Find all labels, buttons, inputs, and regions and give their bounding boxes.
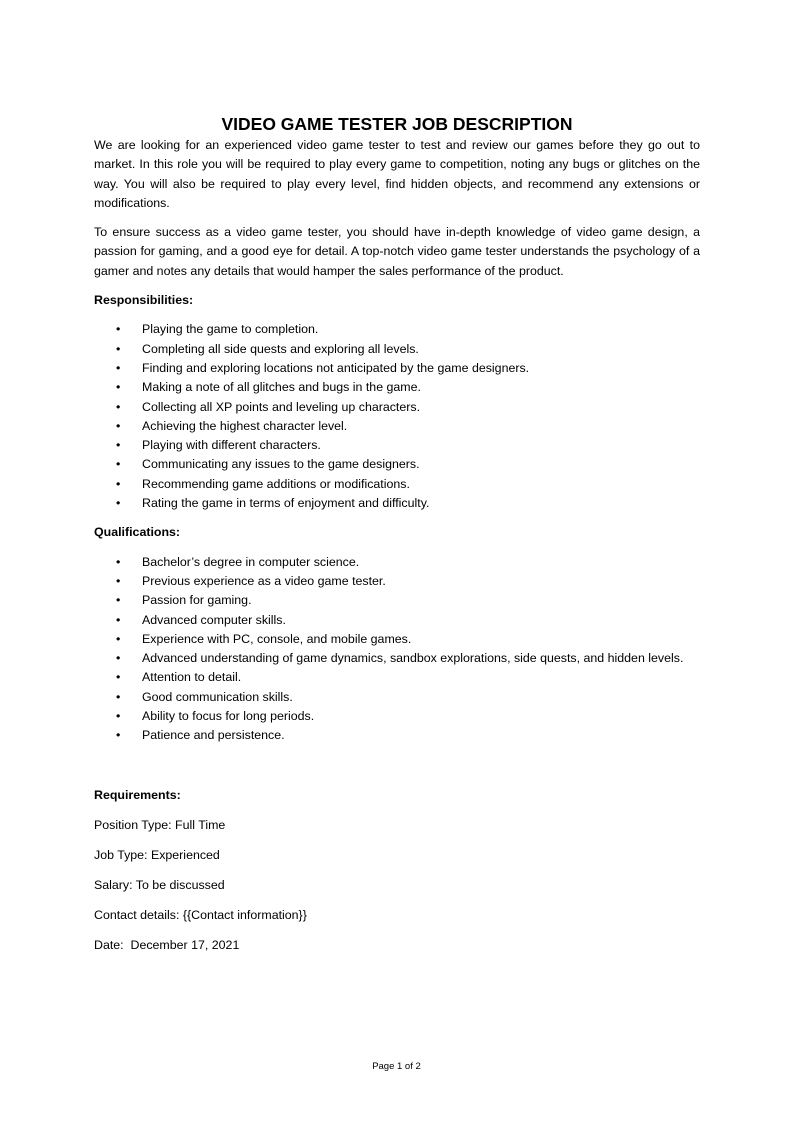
- bullet-icon: •: [116, 709, 121, 724]
- list-item-text: Good communication skills.: [142, 689, 293, 704]
- bullet-icon: •: [116, 322, 121, 337]
- bullet-icon: •: [116, 554, 121, 569]
- bullet-icon: •: [116, 689, 121, 704]
- bullet-icon: •: [116, 438, 121, 453]
- list-item: [94, 630, 700, 649]
- bullet-icon: •: [116, 612, 121, 627]
- list-item-text: Previous experience as a video game tester.: [142, 573, 386, 588]
- list-item: [94, 378, 700, 397]
- qualifications-list: [94, 553, 700, 746]
- bullet-icon: •: [116, 631, 121, 646]
- intro-paragraph-1: We are looking for an experienced video game tester to test and review our games before they go out to market. In this role you will be required to play every game to competition, noting any bugs or glitches on the way. You will also be required to play every level, find hidden objects, and recommend any extensions or modifications.: [94, 138, 700, 210]
- contact-details: Contact details: {{Contact information}}: [94, 907, 307, 922]
- list-item: [94, 726, 700, 745]
- bullet-icon: •: [116, 496, 121, 511]
- list-item: [94, 398, 700, 417]
- date: Date: December 17, 2021: [94, 937, 240, 952]
- responsibilities-heading: Responsibilities:: [94, 293, 194, 308]
- list-item: [94, 611, 700, 630]
- bullet-icon: •: [116, 418, 121, 433]
- list-item: [94, 436, 700, 455]
- responsibilities-list: [94, 320, 700, 513]
- list-item-text: Ability to focus for long periods.: [142, 709, 315, 724]
- bullet-icon: •: [116, 651, 121, 666]
- page-number: Page 1 of 2: [372, 1061, 421, 1072]
- list-item-text: Advanced computer skills.: [142, 612, 286, 627]
- list-item: [94, 553, 700, 572]
- list-item-text: Achieving the highest character level.: [142, 418, 348, 433]
- document-title: VIDEO GAME TESTER JOB DESCRIPTION: [221, 114, 573, 134]
- list-item-text: Finding and exploring locations not anticipated by the game designers.: [142, 360, 530, 375]
- intro-paragraph-2: To ensure success as a video game tester, you should have in-depth knowledge of video game design, a passion for gaming, and a good eye for detail. A top-notch video game tester understands the psychology of a gamer and notes any details that would hamper the sales performance of the product.: [94, 225, 700, 278]
- position-type: Position Type: Full Time: [94, 817, 226, 832]
- bullet-icon: •: [116, 670, 121, 685]
- bullet-icon: •: [116, 380, 121, 395]
- list-item: [94, 649, 700, 668]
- bullet-icon: •: [116, 593, 121, 608]
- list-item-text: Communicating any issues to the game designers.: [142, 457, 420, 472]
- list-item: [94, 688, 700, 707]
- qualifications-heading: Qualifications:: [94, 525, 181, 540]
- list-item-text: Playing the game to completion.: [142, 322, 319, 337]
- bullet-icon: •: [116, 728, 121, 743]
- list-item-text: Making a note of all glitches and bugs in the game.: [142, 380, 421, 395]
- job-type: Job Type: Experienced: [94, 847, 220, 862]
- bullet-icon: •: [116, 573, 121, 588]
- list-item: [94, 340, 700, 359]
- list-item-text: Attention to detail.: [142, 670, 242, 685]
- document-body: [94, 112, 700, 955]
- list-item: [94, 572, 700, 591]
- bullet-icon: •: [116, 341, 121, 356]
- list-item-text: Advanced understanding of game dynamics, sandbox explorations, side quests, and hidden levels.: [142, 651, 684, 666]
- list-item: [94, 359, 700, 378]
- list-item: [94, 494, 700, 513]
- list-item: [94, 417, 700, 436]
- list-item-text: Collecting all XP points and leveling up characters.: [142, 399, 421, 414]
- requirements-heading: Requirements:: [94, 787, 181, 802]
- list-item-text: Rating the game in terms of enjoyment and difficulty.: [142, 496, 430, 511]
- list-item-text: Recommending game additions or modifications.: [142, 476, 410, 491]
- list-item: [94, 591, 700, 610]
- bullet-icon: •: [116, 476, 121, 491]
- list-item: [94, 707, 700, 726]
- list-item-text: Experience with PC, console, and mobile games.: [142, 631, 412, 646]
- salary: Salary: To be discussed: [94, 877, 225, 892]
- list-item: [94, 320, 700, 339]
- list-item-text: Playing with different characters.: [142, 438, 321, 453]
- bullet-icon: •: [116, 360, 121, 375]
- list-item: [94, 668, 700, 687]
- list-item: [94, 475, 700, 494]
- list-item: [94, 455, 700, 474]
- list-item-text: Patience and persistence.: [142, 728, 285, 743]
- list-item-text: Bachelor’s degree in computer science.: [142, 554, 360, 569]
- bullet-icon: •: [116, 457, 121, 472]
- list-item-text: Completing all side quests and exploring all levels.: [142, 341, 419, 356]
- list-item-text: Passion for gaming.: [142, 593, 252, 608]
- bullet-icon: •: [116, 399, 121, 414]
